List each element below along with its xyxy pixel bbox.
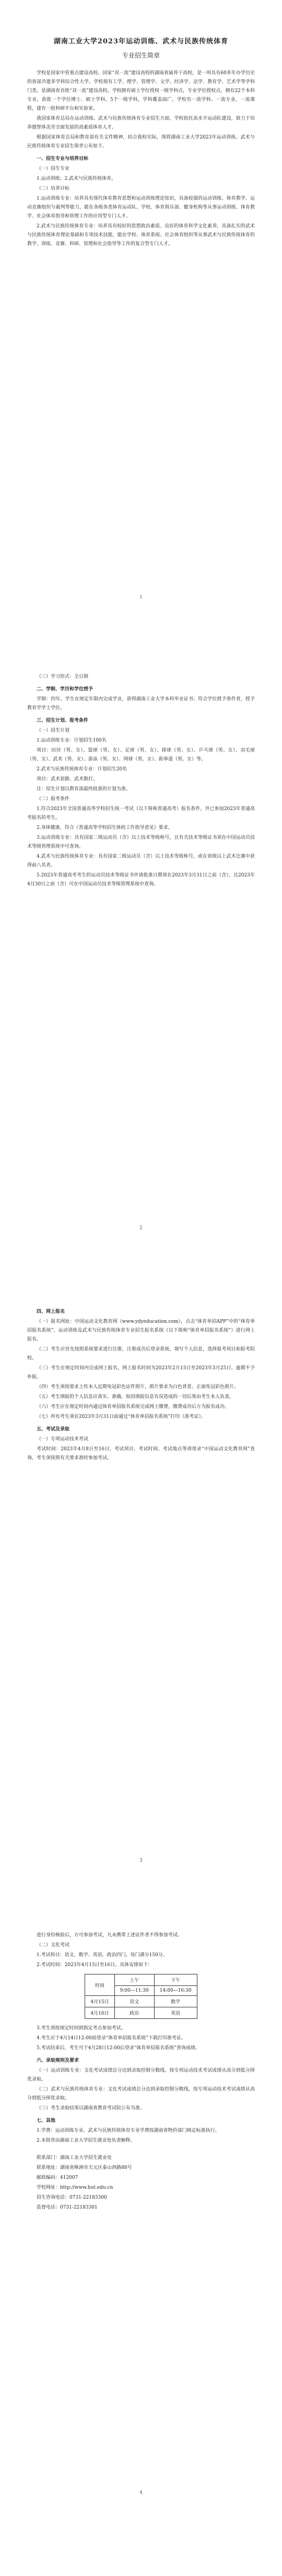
document-page-3 (11, 1278, 271, 1879)
body-paragraph: 2.考试时间：2023年4月15日至16日。具体安排如下： (37, 1962, 153, 1968)
contact-line: 监督电话：0731-22183301 (37, 2205, 98, 2210)
page-number: 4 (139, 2490, 143, 2496)
body-paragraph: 学制：四年。学生在规定年限内完成学业，获得湖南工业大学本科毕业证书；符合学位授予条件者，授予教育学学士学位。 (27, 697, 255, 711)
table-row (85, 2007, 197, 2019)
table-cell: 语文 (114, 1996, 154, 2007)
body-paragraph: （二）考生应首先按照系统要求进行注册，注册成功后登录系统，填写个人信息，选择报考项目和报考院校。 (27, 1347, 255, 1361)
body-paragraph: （六）考生应在规定时间内通过体育单招报名系统完成网上缴费，缴费成功后方为报名成功。 (37, 1404, 230, 1410)
body-paragraph: 4.考生应于4月14日12:00前登录“体育单招报名系统”下载打印准考证。 (37, 2036, 186, 2041)
table-cell: 数学 (154, 1996, 197, 2007)
contact-line: 招生咨询电话：0731-22183300 (37, 2195, 107, 2200)
table-row (85, 1996, 197, 2007)
table-header-row (85, 1974, 197, 1986)
subsection-heading: （三）学习形式：全日制 (37, 674, 89, 679)
body-paragraph: 考试时间：2023年4月8日至16日。考试项目、考试时间、考试地点等请登录“中国运动文化教育网”查询，考生须按照有关要求准时参加考试。 (27, 1447, 255, 1461)
section-heading: 三、招生计划、报考条件 (37, 718, 89, 723)
document-title: 湖南工业大学2023年运动训练、武术与民族传统体育 (53, 38, 229, 45)
section-heading: 四、网上报名 (37, 1309, 65, 1314)
document-page-1 (11, 15, 271, 616)
body-paragraph: 2.本简章由湖南工业大学招生就业处负责解释。 (37, 2138, 135, 2143)
body-paragraph: 3.考生须按规定时间到指定考点参加考试。 (37, 2026, 126, 2031)
section-heading: 七、其他 (37, 2118, 56, 2123)
page-number: 1 (139, 595, 143, 600)
table-cell: 英语 (154, 2007, 197, 2019)
subsection-heading: （一）招生专业 (37, 166, 70, 171)
contact-line: 联系地址：湖南省株洲市天元区泰山西路88号 (37, 2165, 132, 2170)
table-cell: 14:00—16:30 (154, 1986, 197, 1996)
subsection-heading: （二）报考条件 (37, 796, 70, 802)
table-header-cell: 下午 (154, 1974, 197, 1986)
body-paragraph: 1.运动训练专业：计划招生100名 (37, 738, 107, 743)
table-cell: 4月15日 (85, 1996, 114, 2007)
body-paragraph: （二）武术与民族传统体育专业：文化考试成绩总分达到录取控制分数线，按专项运动技术考试成绩从高分到低分择优录取。 (27, 2087, 255, 2101)
subsection-heading: （一）招生计划 (37, 728, 70, 733)
body-paragraph: 1.考试科目：语文、数学、英语、政治四门，每门满分150分。 (37, 1953, 168, 1958)
subsection-heading: （二）培养目标 (37, 186, 70, 191)
body-paragraph: 1.运动训练；2.武术与民族传统体育。 (37, 176, 116, 181)
intro-paragraph: 学校是国家中管重点建设高校、国家“双一流”建设高校的湖南省属骨干高校，是一所具有60多年办学历史的省部共建多学科综合性大学。学校现有工学、理学、管理学、文学、经济学、法学、教育学、艺术学等学科门类，是湖南省首批“双一流”建设高校，学校拥有硕士学位授权一级学科点，专业学位授权点，拥有22个本科专业，获批一个学位博士、硕士学科，5个一级学科，学科覆盖面广，学校有一流学科、一流专业、一流课程，建有一批科研平台和实验室。 (27, 71, 255, 111)
body-paragraph: （三）考生录取结果以湖南省教育考试院公布为准。 (37, 2106, 145, 2111)
body-paragraph: 4.武术与民族传统体育专业：具有国家二级运动员（含）以上技术等级称号，或在省级以上武术比赛中获得前八名者。 (27, 854, 255, 868)
body-paragraph: （三）考生在规定时间内完成网上报名，网上报名时间为2023年2月15日至2023年3月25日。逾期不予补报。 (27, 1366, 255, 1380)
document-subtitle: 专业招生简章 (122, 52, 160, 59)
intro-paragraph: 我国家体育总局在运动训练、武术与民族传统体育专业招生方面，学校依托高水平运动队建设，致力于培养德智体美劳全面发展的高素质体育人才。 (27, 116, 255, 130)
table-cell: 政治 (114, 2007, 154, 2019)
section-heading: 一、招生专业与培养目标 (37, 156, 89, 161)
table-cell: 9:00—11:30 (114, 1986, 154, 1996)
contact-line: 联系部门：湖南工业大学招生就业处 (37, 2155, 112, 2161)
table-header-cell: 时间 (85, 1974, 114, 1996)
body-paragraph: 项目：武术套路、武术散打。 (37, 777, 98, 782)
page-number: 3 (139, 1858, 143, 1863)
exam-schedule-table (85, 1974, 197, 2019)
page-number: 2 (139, 1226, 143, 1231)
document-page-2 (11, 645, 271, 1246)
body-paragraph: 1.运动训练专业：培养具有现代体育教育思想和运动训练理论知识，具备较强的运动训练、体育教学、运动竞赛组织与裁判等能力，能在各级各类体育运动队、学校、体育俱乐部、健身机构等从事运动训练、体育教学、社会体育指导和管理工作的应用型专门人才。 (27, 196, 255, 219)
body-paragraph: 3.运动训练专业：具有国家二级运动员（含）以上技术等级称号，且有关技术等级证书须在中国运动员技术等级管理系统中可查询。 (27, 835, 255, 849)
contact-line: 邮政编码：412007 (37, 2175, 78, 2180)
body-paragraph: 1.学费：运动训练专业、武术与民族传统体育专业学费按湖南省物价部门核定标准执行。 (37, 2128, 220, 2133)
body-paragraph: 项目：田径（男、女）、篮球（男、女）、足球（男、女）、排球（男、女）、乒乓球（男、女）、羽毛球（男、女）、武术（男、女）、游泳（男、女）、网球（男、女）、跆拳道（男、女）等。 (27, 748, 255, 762)
intro-paragraph: 根据国家体育总局和教育部有关文件精神，结合我校实际，现将湖南工业大学2023年运动训练、武术与民族传统体育专业招生简章公布如下。 (27, 135, 255, 149)
contact-block (27, 2154, 255, 2212)
section-heading: 二、学制、学历和学位授予 (37, 687, 93, 692)
section-heading: 五、考试及录取 (37, 1427, 70, 1432)
table-cell: 4月16日 (85, 2007, 114, 2019)
body-paragraph: 2.武术与民族传统体育专业：计划招生20名 (37, 767, 127, 772)
body-paragraph: （一）运动训练专业：文化考试成绩总分达到录取控制分数线，按专项运动技术考试成绩从高分到低分择优录取。 (27, 2068, 255, 2082)
table-header-cell: 上午 (114, 1974, 154, 1986)
subsection-heading: （一）专项运动技术考试 (37, 1437, 89, 1442)
section-heading: 六、录取规则及要求 (37, 2058, 79, 2063)
document-page-4 (11, 1910, 271, 2511)
body-paragraph: （七）所有考生须在2023年3月31日前通过“体育单招报名系统”打印《准考证》。 (37, 1414, 206, 1419)
contact-line: 学校网址：http://www.hut.edu.cn (37, 2185, 113, 2190)
body-paragraph: （一）报名网址：中国运动文化教育网（www.ydyeducation.com），点击“体育单招APP”中的“体育单招报名系统”，运动训练及武术与民族传统体育专业招生报名系统（以下简称“体育单招报名系统”）进行网上报名。 (27, 1319, 255, 1342)
body-paragraph: 进行身份核验后，方可参加考试，凡未携带上述证件者不得参加考试。 (37, 1933, 183, 1938)
body-paragraph: （四）考生须按要求上传本人近期免冠彩色证件照片，照片要求为白色背景、正面免冠彩色照片。 (37, 1384, 239, 1390)
body-paragraph: 2.身体健康，符合《普通高等学校招生体检工作指导意见》要求。 (37, 825, 173, 830)
subsection-heading: （二）文化考试 (37, 1943, 70, 1948)
body-paragraph: 注：招生计划以教育部最终批准的计划为准。 (37, 787, 131, 792)
body-paragraph: 5.考试结束后，考生可于4月28日12:00后登录“体育单招报名系统”查询成绩。 (37, 2046, 200, 2051)
body-paragraph: （五）考生填报的个人信息应真实、准确，如因填报信息有误造成的一切后果由考生本人负责。 (37, 1394, 234, 1400)
body-paragraph: 5.2023年普通高考考生的运动员技术等级证书申请批准日期须在2023年3月31日之前（含），且2023年4月30日之前（含）可在中国运动员技术等级管理系统中查询。 (27, 873, 255, 887)
body-paragraph: 1.符合2023年全国普通高等学校招生统一考试（以下简称普通高考）报名条件，并已参加2023年普通高考报名的考生。 (27, 806, 255, 821)
body-paragraph: 2.武术与民族传统体育专业：培养具有较好的思想政治素质、良好的体育科学文化素养，具备扎实的武术与民族传统体育理论基础和专项技术技能，能在学校、体育系统、社会体育组织等从事武术与民族传统体育的教学、训练、竞赛、科研、管理和社会指导等工作的复合型专门人才。 (27, 224, 255, 247)
